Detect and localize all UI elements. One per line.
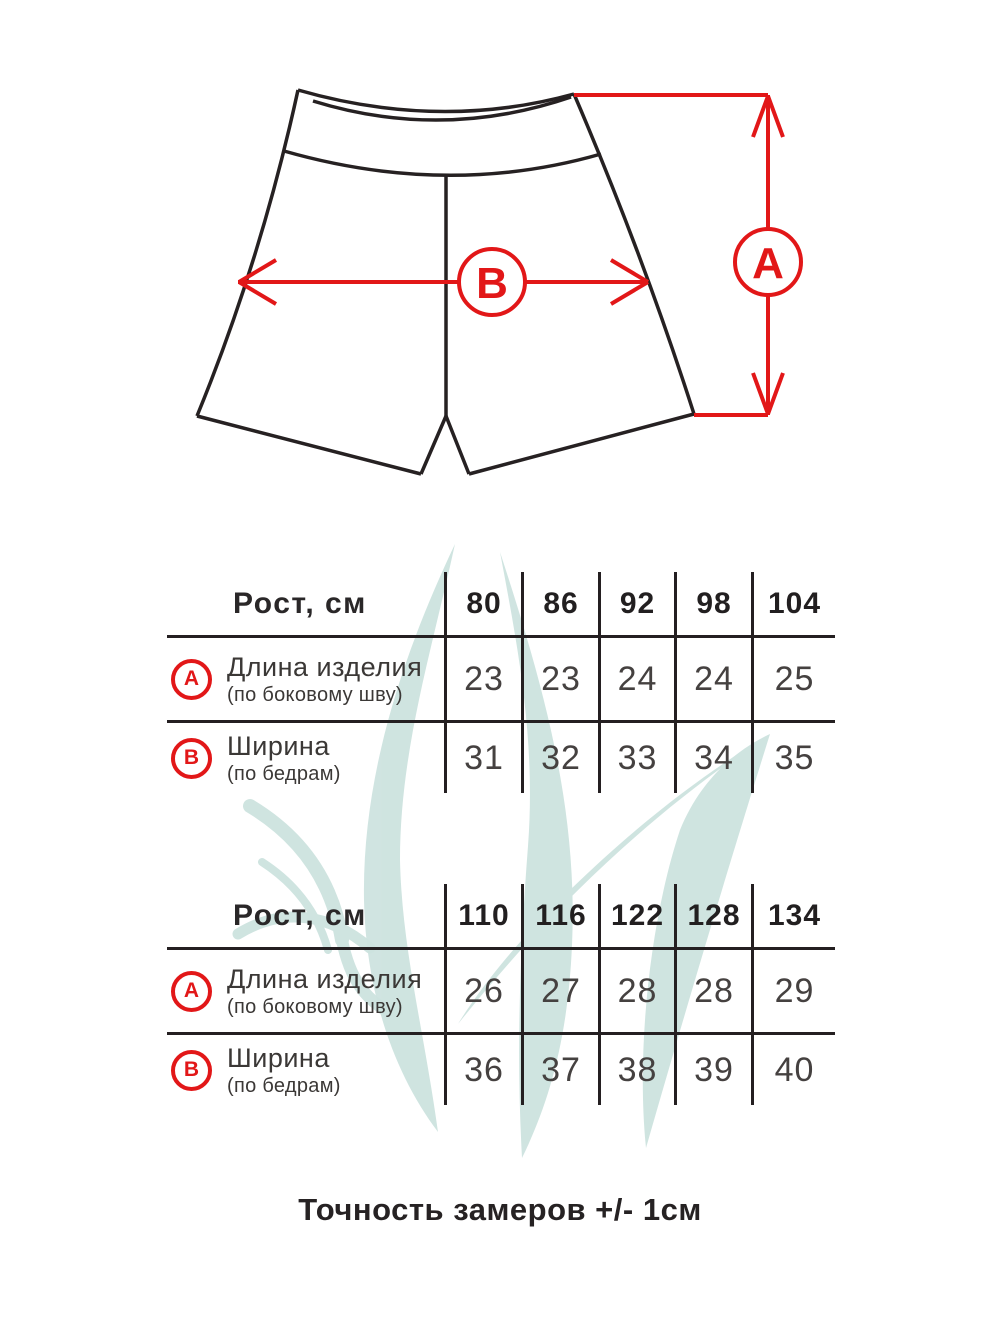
- row-b-text: [227, 731, 341, 786]
- table2-size-122: 122: [598, 884, 674, 950]
- dimension-a-label: A: [752, 239, 784, 288]
- table1-row-a-label: [167, 638, 444, 723]
- table-cell: 34: [674, 723, 751, 793]
- row-a-subtitle: (по боковому шву): [227, 995, 403, 1018]
- size-table-80-104: [167, 572, 835, 793]
- table-cell: 36: [444, 1035, 521, 1105]
- table1-height-header: Рост, см: [167, 572, 444, 638]
- table-cell: 28: [598, 950, 674, 1035]
- table-cell: 24: [598, 638, 674, 723]
- table1-size-104: 104: [751, 572, 835, 638]
- table2-row-b-label: [167, 1035, 444, 1105]
- row-b-badge: B: [171, 738, 212, 779]
- shorts-diagram: [0, 0, 1000, 540]
- table-cell: 25: [751, 638, 835, 723]
- row-a-badge: A: [171, 971, 212, 1012]
- table-cell: 26: [444, 950, 521, 1035]
- row-b-subtitle: (по бедрам): [227, 1074, 341, 1097]
- row-a-text: [227, 652, 422, 707]
- row-b-title: Ширина: [227, 1042, 330, 1073]
- table-cell: 33: [598, 723, 674, 793]
- table1-size-80: 80: [444, 572, 521, 638]
- table-cell: 29: [751, 950, 835, 1035]
- table2-size-110: 110: [444, 884, 521, 950]
- table2-size-116: 116: [521, 884, 598, 950]
- dimension-b-label: B: [476, 259, 508, 308]
- table-cell: 27: [521, 950, 598, 1035]
- table-cell: 28: [674, 950, 751, 1035]
- size-table-110-134: [167, 884, 835, 1105]
- table-cell: 40: [751, 1035, 835, 1105]
- row-a-title: Длина изделия: [227, 963, 423, 994]
- table2-row-a-label: [167, 950, 444, 1035]
- table-cell: 39: [674, 1035, 751, 1105]
- table-cell: 37: [521, 1035, 598, 1105]
- row-a-title: Длина изделия: [227, 651, 423, 682]
- table1-row-b-label: [167, 723, 444, 793]
- row-a-subtitle: (по боковому шву): [227, 683, 403, 706]
- row-a-badge: A: [171, 659, 212, 700]
- table2-size-134: 134: [751, 884, 835, 950]
- row-b-badge: B: [171, 1050, 212, 1091]
- table1-size-92: 92: [598, 572, 674, 638]
- table-cell: 38: [598, 1035, 674, 1105]
- table-cell: 32: [521, 723, 598, 793]
- row-b-text: [227, 1043, 341, 1098]
- table-cell: 31: [444, 723, 521, 793]
- table1-size-86: 86: [521, 572, 598, 638]
- table-cell: 23: [521, 638, 598, 723]
- table2-height-header: Рост, см: [167, 884, 444, 950]
- table-cell: 23: [444, 638, 521, 723]
- table-cell: 24: [674, 638, 751, 723]
- accuracy-note: Точность замеров +/- 1см: [298, 1192, 702, 1227]
- row-b-title: Ширина: [227, 730, 330, 761]
- row-a-text: [227, 964, 422, 1019]
- row-b-subtitle: (по бедрам): [227, 762, 341, 785]
- table1-size-98: 98: [674, 572, 751, 638]
- table-cell: 35: [751, 723, 835, 793]
- table2-size-128: 128: [674, 884, 751, 950]
